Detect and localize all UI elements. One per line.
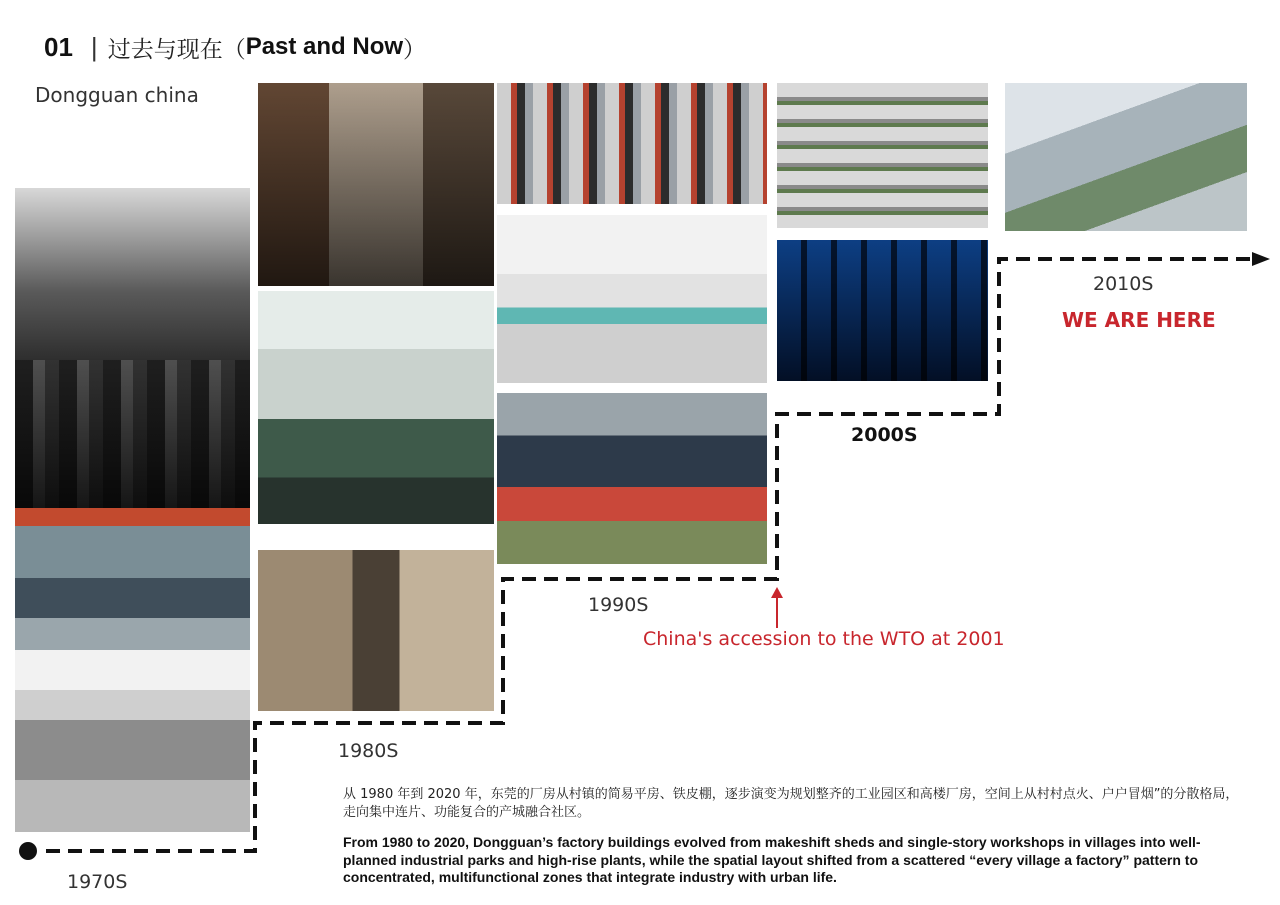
decade-label-1970s: 1970S: [67, 871, 128, 893]
description-chinese: 从 1980 年到 2020 年，东莞的厂房从村镇的简易平房、铁皮棚，逐步演变为规划整齐的工业园区和高楼厂房，空间上从村村点火、户户冒烟”的分散格局，走向集中连片、功能复合的产城融合社区。: [343, 787, 1239, 820]
timeline-path: [46, 259, 1252, 851]
timeline-end-arrow: [1252, 252, 1270, 266]
decade-label-2010s: 2010S: [1093, 273, 1154, 295]
title-separator: |: [90, 31, 98, 62]
section-number: 01: [44, 31, 73, 62]
we-are-here-marker: WE ARE HERE: [1062, 308, 1216, 332]
title-english: Past and Now: [245, 33, 404, 60]
wto-annotation: China's accession to the WTO at 2001: [643, 628, 1005, 650]
title-close-paren: ）: [403, 36, 427, 63]
timeline-start-dot: [19, 842, 37, 860]
decade-label-1990s: 1990S: [588, 594, 649, 616]
description-english: From 1980 to 2020, Dongguan’s factory buildings evolved from makeshift sheds and single-story workshops in villages into well-planned industrial parks and high-rise plants, while the spatial layout shifted from a scattered “every village a factory” pattern to concentrated, multifunctional zones that integrate industry with urban life.: [343, 834, 1201, 885]
title-chinese: 过去与现在（: [107, 36, 246, 63]
decade-label-2000s: 2000S: [851, 424, 918, 446]
decade-label-1980s: 1980S: [338, 740, 399, 762]
wto-arrow: [771, 587, 783, 628]
location-subtitle: Dongguan china: [35, 83, 199, 107]
